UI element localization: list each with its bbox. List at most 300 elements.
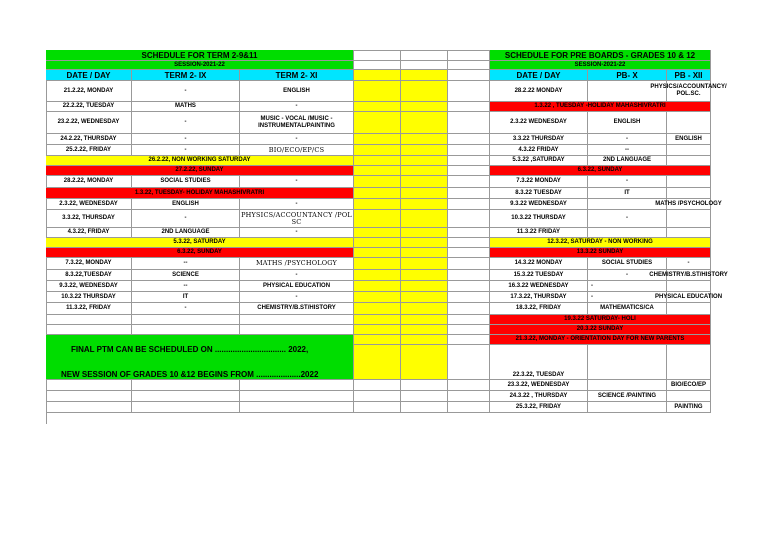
empty-cell[interactable]: [448, 315, 490, 325]
left-header-date: [46, 70, 132, 81]
ptm-line-1: FINAL PTM CAN BE SCHEDULED ON ................................ 2022,: [71, 345, 309, 354]
left-date-cell[interactable]: [46, 199, 132, 210]
left-term-ix-cell-text: 2ND LANGUAGE: [161, 229, 210, 235]
spacer-cell[interactable]: [354, 228, 401, 238]
left-date-cell[interactable]: [46, 228, 132, 238]
left-date-cell-text: 11.3.22, FRIDAY: [66, 305, 111, 311]
left-term-xi-cell[interactable]: [240, 258, 354, 270]
right-pb-x-cell[interactable]: [588, 188, 667, 199]
left-date-cell[interactable]: [46, 81, 132, 102]
left-date-cell[interactable]: [46, 210, 132, 228]
right-special-day-text: 20.3.22 SUNDAY: [576, 326, 624, 332]
spacer-cell[interactable]: [401, 166, 448, 176]
sheet-row: [46, 50, 711, 61]
left-special-day-text: 1.3.22, TUESDAY- HOLIDAY MAHASHIVRATRI: [134, 189, 265, 196]
right-date-cell[interactable]: [490, 112, 588, 134]
right-pb-xii-cell-text: BIO/ECO/EP: [670, 381, 706, 388]
empty-cell[interactable]: [448, 402, 490, 413]
right-pb-x-cell-text: -: [626, 271, 628, 278]
spacer-cell[interactable]: [401, 402, 448, 413]
spacer-cell[interactable]: [354, 61, 401, 70]
left-term-xi-cell-text: PHYSICS/ACCOUNTANCY /POL SC: [241, 210, 352, 226]
left-date-cell-text: 23.2.22, WEDNESDAY: [57, 119, 120, 125]
spacer-cell[interactable]: [354, 156, 401, 166]
left-term-xi-cell[interactable]: [240, 281, 354, 292]
right-schedule-title-text: SCHEDULE FOR PRE BOARDS - GRADES 10 & 12: [504, 50, 696, 60]
right-date-cell[interactable]: [490, 402, 588, 413]
right-pb-xii-cell[interactable]: [655, 199, 722, 210]
spacer-cell[interactable]: [401, 176, 448, 188]
right-pb-xii-cell[interactable]: [667, 156, 711, 166]
spacer-cell[interactable]: [354, 50, 401, 61]
empty-cell[interactable]: [46, 380, 132, 391]
right-date-cell[interactable]: [490, 156, 588, 166]
right-pb-x-cell-text: SOCIAL STUDIES: [601, 260, 653, 266]
left-date-cell-text: 3.3.22, THURSDAY: [62, 215, 115, 221]
sheet-row: [46, 199, 722, 210]
left-date-cell[interactable]: [46, 270, 132, 281]
right-pb-xii-cell-text: ENGLISH: [675, 135, 702, 142]
spacer-cell[interactable]: [401, 238, 448, 248]
right-date-cell-text: 22.3.22, TUESDAY: [512, 372, 565, 378]
left-term-xi-cell[interactable]: [240, 145, 354, 156]
left-term-xi-cell[interactable]: [240, 228, 354, 238]
left-special-day[interactable]: [46, 248, 354, 258]
spacer-cell[interactable]: [401, 199, 448, 210]
spacer-cell[interactable]: [354, 188, 401, 199]
left-term-xi-cell[interactable]: [240, 112, 354, 134]
spacer-cell[interactable]: [401, 50, 448, 61]
left-date-cell-text: 10.3.22 THURSDAY: [61, 293, 116, 300]
empty-cell[interactable]: [448, 210, 490, 228]
empty-cell[interactable]: [448, 188, 490, 199]
right-date-cell-text: 7.3.22 MONDAY: [516, 178, 561, 184]
empty-cell[interactable]: [448, 303, 490, 315]
spacer-cell[interactable]: [354, 402, 401, 413]
empty-cell[interactable]: [448, 238, 490, 248]
right-date-cell[interactable]: [490, 345, 588, 380]
spacer-cell[interactable]: [354, 315, 401, 325]
left-date-cell[interactable]: [46, 258, 132, 270]
right-date-cell-text: 4.3.22 FRIDAY: [518, 146, 559, 153]
sheet-row: [46, 258, 711, 270]
spacer-cell[interactable]: [401, 270, 448, 281]
right-pb-x-cell[interactable]: [588, 345, 667, 380]
empty-cell[interactable]: [448, 50, 490, 61]
left-term-xi-cell[interactable]: [240, 303, 354, 315]
right-pb-xii-cell[interactable]: [667, 176, 711, 188]
spacer-cell[interactable]: [354, 391, 401, 402]
right-special-day[interactable]: [490, 238, 711, 248]
left-date-cell[interactable]: [46, 292, 132, 303]
empty-cell[interactable]: [132, 402, 240, 413]
empty-cell[interactable]: [448, 61, 490, 70]
spacer-cell[interactable]: [354, 238, 401, 248]
spacer-cell[interactable]: [354, 199, 401, 210]
left-term-ix-cell[interactable]: [132, 210, 240, 228]
empty-cell[interactable]: [240, 315, 354, 325]
spacer-cell[interactable]: [354, 112, 401, 134]
left-term-ix-cell-text: -: [184, 119, 187, 125]
right-pb-x-cell[interactable]: [588, 380, 667, 391]
spacer-cell[interactable]: [401, 210, 448, 228]
left-date-cell-text: 8.3.22,TUESDAY: [65, 271, 112, 278]
right-header-pb-x: [588, 70, 667, 81]
spacer-cell[interactable]: [401, 70, 448, 81]
sheet-row: [46, 228, 711, 238]
right-pb-xii-cell[interactable]: [667, 345, 711, 380]
right-pb-xii-cell[interactable]: [667, 391, 711, 402]
left-date-cell[interactable]: [46, 134, 132, 145]
left-session-text: SESSION-2021-22: [174, 61, 225, 68]
right-pb-xii-cell[interactable]: [667, 402, 711, 413]
left-term-ix-cell[interactable]: [132, 145, 240, 156]
left-date-cell[interactable]: [46, 102, 132, 112]
spacer-cell[interactable]: [401, 303, 448, 315]
right-pb-x-cell[interactable]: [588, 391, 667, 402]
spacer-cell[interactable]: [401, 61, 448, 70]
spacer-cell[interactable]: [354, 102, 401, 112]
right-date-cell[interactable]: [490, 270, 588, 281]
spacer-cell[interactable]: [354, 210, 401, 228]
left-header-term-ix: [132, 70, 240, 81]
empty-cell[interactable]: [46, 391, 132, 402]
empty-cell[interactable]: [132, 380, 240, 391]
spacer-cell[interactable]: [401, 228, 448, 238]
empty-cell[interactable]: [448, 391, 490, 402]
right-date-cell[interactable]: [490, 303, 588, 315]
spacer-cell[interactable]: [354, 134, 401, 145]
sheet-row: [46, 402, 711, 413]
empty-cell[interactable]: [448, 176, 490, 188]
empty-cell[interactable]: [240, 391, 354, 402]
left-term-ix-cell[interactable]: [132, 303, 240, 315]
right-date-cell[interactable]: [490, 380, 588, 391]
right-date-cell[interactable]: [490, 281, 588, 292]
left-term-ix-cell[interactable]: [132, 176, 240, 188]
left-date-cell[interactable]: [46, 145, 132, 156]
right-pb-x-cell-text: -: [591, 282, 593, 289]
right-special-day[interactable]: [490, 166, 711, 176]
empty-cell[interactable]: [448, 281, 490, 292]
empty-cell[interactable]: [448, 134, 490, 145]
right-pb-xii-cell[interactable]: [667, 134, 711, 145]
sheet-row: [46, 248, 711, 258]
right-pb-x-cell[interactable]: [588, 134, 667, 145]
spacer-cell[interactable]: [354, 248, 401, 258]
spacer-cell[interactable]: [354, 70, 401, 81]
right-date-cell-text: 17.3.22, THURSDAY: [510, 293, 567, 300]
left-date-cell-text: 7.3.22, MONDAY: [65, 260, 112, 266]
spacer-cell[interactable]: [354, 145, 401, 156]
empty-cell[interactable]: [448, 199, 490, 210]
left-term-ix-cell[interactable]: [132, 102, 240, 112]
spacer-cell[interactable]: [354, 292, 401, 303]
right-pb-x-cell-text: IT: [624, 189, 630, 196]
right-date-cell-text: 23.3.22, WEDNESDAY: [507, 381, 570, 388]
left-special-day[interactable]: [46, 188, 354, 199]
left-term-ix-cell[interactable]: [132, 281, 240, 292]
right-pb-x-cell[interactable]: [588, 145, 667, 156]
right-date-cell-text: 11.3.22 FRIDAY: [516, 229, 561, 235]
spacer-cell[interactable]: [354, 325, 401, 335]
spacer-cell[interactable]: [354, 335, 401, 345]
right-date-cell[interactable]: [490, 81, 588, 102]
right-special-day-text: 21.3.22, MONDAY - ORIENTATION DAY FOR NEW PARENTS: [515, 336, 685, 342]
right-date-cell-text: 9.3.22 WEDNESDAY: [510, 200, 567, 207]
empty-cell[interactable]: [46, 315, 132, 325]
sheet-row: [46, 176, 711, 188]
right-date-cell-text: 28.2.22 MONDAY: [514, 87, 563, 94]
left-date-cell[interactable]: [46, 176, 132, 188]
sheet-row: [46, 391, 711, 402]
empty-cell[interactable]: [46, 402, 132, 413]
spacer-cell[interactable]: [354, 166, 401, 176]
right-date-cell[interactable]: [490, 188, 588, 199]
empty-cell[interactable]: [448, 228, 490, 238]
left-term-xi-cell-text: -: [295, 229, 298, 235]
spacer-cell[interactable]: [354, 380, 401, 391]
right-pb-xii-cell[interactable]: [667, 303, 711, 315]
right-pb-xii-cell[interactable]: [667, 258, 711, 270]
left-term-ix-cell[interactable]: [132, 134, 240, 145]
left-date-cell-text: 21.2.22, MONDAY: [63, 87, 114, 94]
right-special-day-text: 19.3.22 SATURDAY- HOLI: [564, 316, 636, 322]
empty-cell[interactable]: [448, 70, 490, 81]
left-term-ix-cell[interactable]: [132, 292, 240, 303]
spacer-cell[interactable]: [401, 81, 448, 102]
empty-cell[interactable]: [240, 380, 354, 391]
spacer-cell[interactable]: [354, 176, 401, 188]
sheet-row: [46, 238, 711, 248]
sheet-row: [46, 281, 711, 292]
right-date-cell[interactable]: [490, 391, 588, 402]
left-term-ix-cell[interactable]: [132, 270, 240, 281]
right-date-cell[interactable]: [490, 176, 588, 188]
left-term-xi-cell-text: MUSIC - VOCAL /MUSIC - INSTRUMENTAL/PAINTING: [258, 115, 335, 129]
right-pb-xii-cell[interactable]: [654, 292, 723, 303]
left-special-day[interactable]: [46, 238, 354, 248]
spacer-cell[interactable]: [401, 156, 448, 166]
left-schedule-title-text: SCHEDULE FOR TERM 2-9&11: [141, 50, 258, 60]
right-pb-x-cell[interactable]: [588, 156, 667, 166]
right-pb-xii-cell[interactable]: [667, 228, 711, 238]
left-date-cell[interactable]: [46, 303, 132, 315]
empty-cell[interactable]: [448, 270, 490, 281]
right-special-day[interactable]: [490, 315, 711, 325]
left-term-xi-cell-text: -: [295, 200, 298, 207]
left-date-cell[interactable]: [46, 281, 132, 292]
empty-cell[interactable]: [448, 325, 490, 335]
right-header-date-text: DATE / DAY: [516, 70, 561, 80]
empty-cell[interactable]: [448, 166, 490, 176]
right-pb-xii-cell[interactable]: [650, 81, 727, 102]
left-term-xi-cell[interactable]: [240, 176, 354, 188]
left-schedule-title: [46, 50, 354, 61]
left-term-xi-cell[interactable]: [240, 134, 354, 145]
sheet-row: [46, 325, 711, 335]
left-special-day-text: 5.3.22, SATURDAY: [173, 239, 226, 245]
spacer-cell[interactable]: [401, 102, 448, 112]
right-date-cell[interactable]: [490, 199, 588, 210]
sheet-row: [46, 70, 711, 81]
right-special-day[interactable]: [490, 325, 711, 335]
left-term-ix-cell-text: -: [184, 87, 187, 94]
right-date-cell[interactable]: [490, 145, 588, 156]
left-date-cell-text: 9.3.22, WEDNESDAY: [59, 282, 118, 289]
right-date-cell[interactable]: [490, 134, 588, 145]
right-pb-x-cell-text: -: [626, 135, 628, 142]
right-pb-x-cell[interactable]: [588, 228, 667, 238]
left-special-day[interactable]: [46, 166, 354, 176]
right-pb-x-cell[interactable]: [588, 210, 667, 228]
spacer-cell[interactable]: [401, 281, 448, 292]
empty-cell[interactable]: [448, 112, 490, 134]
right-date-cell[interactable]: [490, 258, 588, 270]
spacer-cell[interactable]: [401, 112, 448, 134]
left-term-xi-cell[interactable]: [240, 102, 354, 112]
right-pb-x-cell-text: MATHEMATICS/CA: [600, 305, 654, 311]
right-pb-x-cell-text: -: [626, 215, 628, 221]
right-pb-xii-cell[interactable]: [667, 380, 711, 391]
left-term-xi-cell[interactable]: [240, 81, 354, 102]
right-special-day[interactable]: [490, 102, 711, 112]
left-term-ix-cell[interactable]: [132, 81, 240, 102]
right-date-cell-text: 8.3.22 TUESDAY: [515, 189, 562, 196]
left-term-ix-cell[interactable]: [132, 112, 240, 134]
left-term-ix-cell[interactable]: [132, 228, 240, 238]
left-term-xi-cell[interactable]: [240, 292, 354, 303]
right-date-cell-text: 2.3.22 WEDNESDAY: [510, 119, 567, 125]
right-pb-xii-cell-text: PHYSICAL EDUCATION: [654, 293, 723, 300]
right-date-cell[interactable]: [490, 210, 588, 228]
right-schedule-title: [490, 50, 711, 61]
empty-cell[interactable]: [448, 248, 490, 258]
spacer-cell[interactable]: [401, 335, 448, 345]
spacer-cell[interactable]: [401, 380, 448, 391]
right-pb-xii-cell-text: PHYSICS/ACCOUNTANCY/ POL.SC.: [650, 84, 727, 97]
sheet-row: [46, 112, 711, 134]
right-pb-x-cell[interactable]: [588, 281, 667, 292]
empty-cell[interactable]: [46, 325, 132, 335]
spacer-cell[interactable]: [354, 303, 401, 315]
right-pb-xii-cell[interactable]: [667, 210, 711, 228]
empty-cell[interactable]: [448, 81, 490, 102]
right-pb-xii-cell[interactable]: [667, 281, 711, 292]
right-date-cell[interactable]: [490, 228, 588, 238]
sheet-row: [46, 380, 711, 391]
session-begins-line: NEW SESSION OF GRADES 10 &12 BEGINS FROM ....................2022: [61, 370, 319, 379]
empty-cell[interactable]: [448, 292, 490, 303]
spacer-cell[interactable]: [354, 345, 401, 380]
empty-cell[interactable]: [132, 391, 240, 402]
spacer-cell[interactable]: [401, 188, 448, 199]
spacer-cell[interactable]: [401, 134, 448, 145]
left-term-ix-cell-text: -: [184, 146, 187, 153]
empty-cell[interactable]: [448, 258, 490, 270]
right-pb-x-cell[interactable]: [588, 112, 667, 134]
left-header-term-xi-text: TERM 2- XI: [275, 70, 318, 80]
right-date-cell-text: 5.3.22 ,SATURDAY: [512, 157, 565, 163]
spacer-cell[interactable]: [354, 81, 401, 102]
empty-cell[interactable]: [448, 102, 490, 112]
empty-cell[interactable]: [132, 325, 240, 335]
left-term-xi-cell[interactable]: [240, 199, 354, 210]
spacer-cell[interactable]: [401, 292, 448, 303]
left-header-term-ix-text: TERM 2- IX: [164, 70, 207, 80]
left-term-xi-cell-text: -: [295, 135, 298, 142]
left-term-xi-cell[interactable]: [240, 210, 354, 228]
left-date-cell[interactable]: [46, 112, 132, 134]
spacer-cell[interactable]: [401, 325, 448, 335]
left-term-ix-cell-text: SOCIAL STUDIES: [160, 178, 211, 184]
left-date-cell-text: 2.3.22, WEDNESDAY: [59, 200, 118, 207]
spacer-cell[interactable]: [354, 281, 401, 292]
ptm-notice-cell[interactable]: [46, 335, 354, 380]
spacer-cell[interactable]: [354, 258, 401, 270]
spacer-cell[interactable]: [401, 248, 448, 258]
right-special-day-text: 12.3.22, SATURDAY - NON WORKING: [547, 239, 653, 245]
right-pb-xii-cell[interactable]: [667, 112, 711, 134]
right-pb-x-cell[interactable]: [588, 402, 667, 413]
empty-cell[interactable]: [448, 335, 490, 345]
left-term-ix-cell[interactable]: [132, 199, 240, 210]
right-pb-x-cell-text: -: [626, 178, 628, 184]
sheet-row: [46, 303, 711, 315]
left-term-ix-cell-text: -: [184, 135, 187, 142]
spacer-cell[interactable]: [354, 270, 401, 281]
left-term-ix-cell[interactable]: [132, 258, 240, 270]
right-pb-x-cell[interactable]: [588, 258, 667, 270]
right-pb-x-cell[interactable]: [588, 303, 667, 315]
empty-cell[interactable]: [240, 402, 354, 413]
left-term-xi-cell[interactable]: [240, 270, 354, 281]
left-term-xi-cell-text: -: [295, 293, 298, 300]
right-date-cell-text: 18.3.22, FRIDAY: [515, 305, 562, 311]
left-date-cell-text: 4.3.22, FRIDAY: [67, 229, 110, 235]
empty-cell[interactable]: [448, 145, 490, 156]
spacer-cell[interactable]: [401, 345, 448, 380]
left-term-xi-cell-text: -: [295, 178, 298, 184]
left-term-ix-cell-text: MATHS: [175, 103, 196, 109]
left-date-cell-text: 24.2.22, THURSDAY: [60, 135, 117, 142]
spacer-cell[interactable]: [401, 258, 448, 270]
right-date-cell[interactable]: [490, 292, 588, 303]
spacer-cell[interactable]: [401, 145, 448, 156]
empty-cell[interactable]: [240, 325, 354, 335]
right-pb-xii-cell[interactable]: [649, 270, 728, 281]
left-date-cell-text: 28.2.22, MONDAY: [63, 178, 114, 184]
sheet-row: [46, 188, 711, 199]
empty-cell[interactable]: [448, 380, 490, 391]
spacer-cell[interactable]: [401, 391, 448, 402]
sheet-row: [46, 156, 711, 166]
right-pb-xii-cell-text: -: [687, 260, 690, 266]
sheet-row: [46, 166, 711, 176]
right-special-day[interactable]: [490, 248, 711, 258]
right-pb-x-cell[interactable]: [588, 176, 667, 188]
empty-cell[interactable]: [448, 156, 490, 166]
right-pb-xii-cell[interactable]: [667, 145, 711, 156]
spacer-cell[interactable]: [401, 315, 448, 325]
right-pb-xii-cell[interactable]: [667, 188, 711, 199]
right-pb-x-cell-text: ENGLISH: [613, 119, 641, 125]
left-term-ix-cell-text: -: [184, 215, 187, 221]
left-special-day[interactable]: [46, 156, 354, 166]
right-special-day[interactable]: [490, 335, 711, 345]
empty-cell[interactable]: [448, 345, 490, 380]
empty-cell[interactable]: [132, 315, 240, 325]
